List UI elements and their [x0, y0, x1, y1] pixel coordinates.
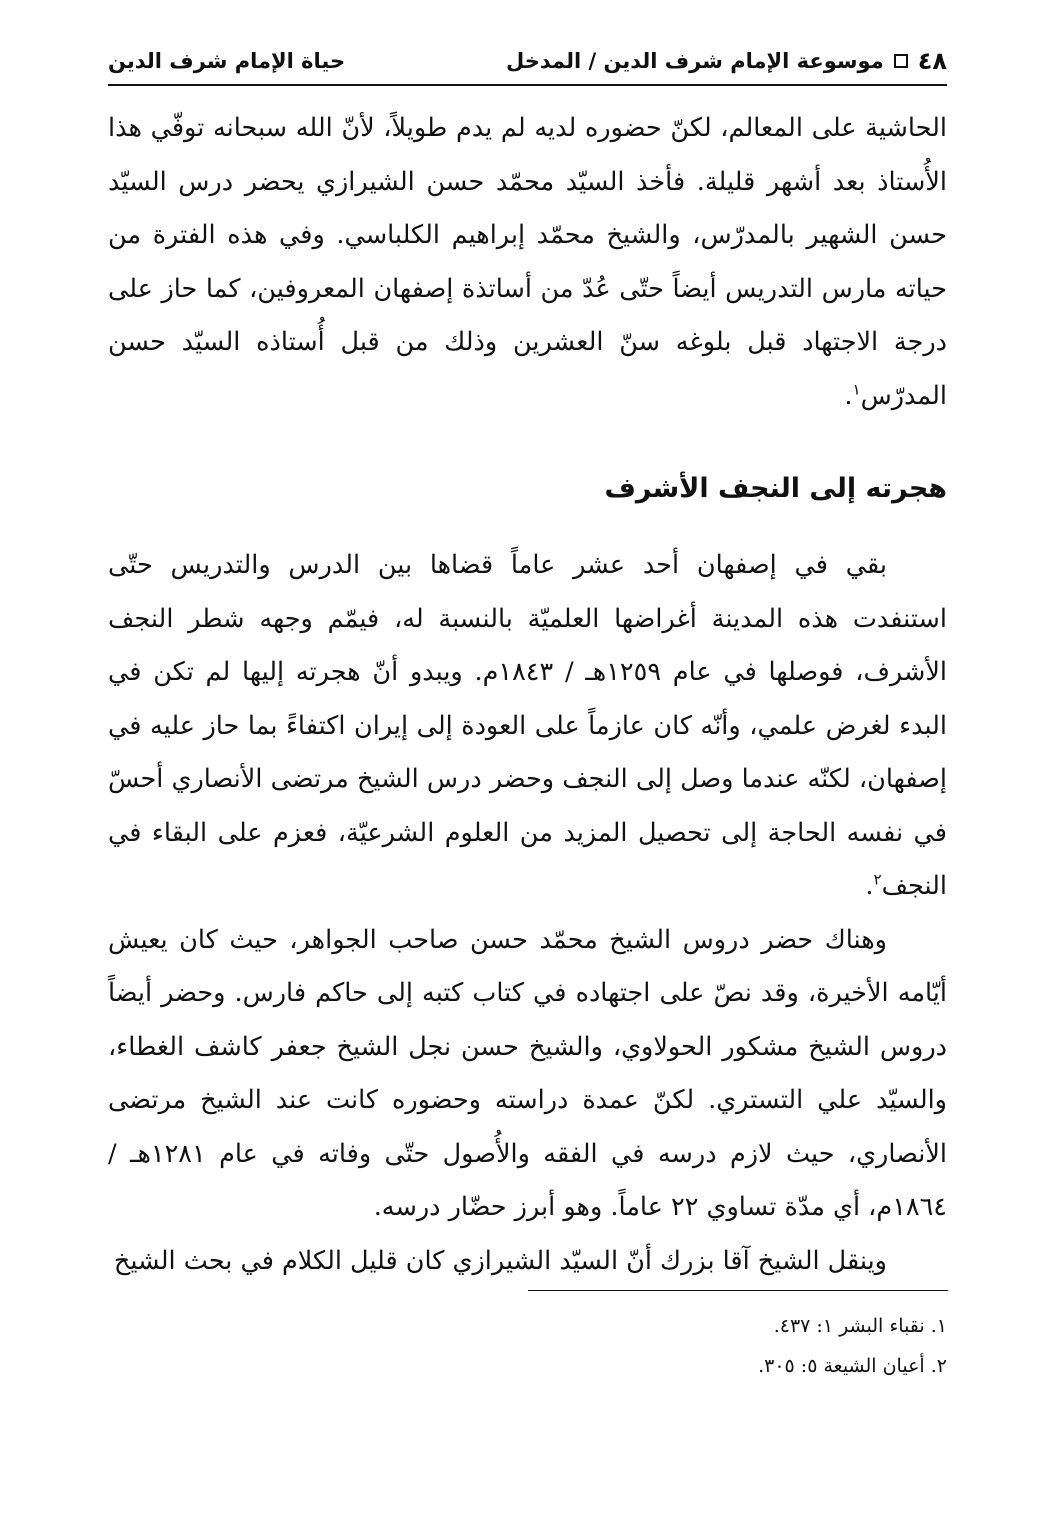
square-separator-icon [894, 54, 908, 68]
book-section-title: موسوعة الإمام شرف الدين / المدخل [506, 49, 884, 73]
paragraph-1-text: الحاشية على المعالم، لكنّ حضوره لديه لم يدم طويلاً، لأنّ الله سبحانه توفّي هذا الأُستاذ بعد أشهر قليلة. فأخذ السيّد محمّد حسن الشيرازي يحضر درس السيّد حسن الشهير بالمدرّس، والشيخ محمّد إبراهيم الكلباسي. وفي هذه الفترة من حياته مارس التدريس أيضاً حتّى عُدّ من أساتذة إصفهان المعروفين، كما حاز على درجة الاجتهاد قبل بلوغه سنّ العشرين وذلك من قبل أُستاذه السيّد حسن المدرّس [108, 113, 947, 411]
running-title: حياة الإمام شرف الدين [108, 49, 346, 73]
paragraph-3: وهناك حضر دروس الشيخ محمّد حسن صاحب الجواهر، حيث كان يعيش أيّامه الأخيرة، وقد نصّ على اجتهاده في كتاب كتبه إلى حاكم فارس. وحضر أيضاً دروس الشيخ مشكور الحولاوي، والشيخ حسن نجل الشيخ جعفر كاشف الغطاء، والسيّد علي التستري. لكنّ عمدة دراسته وحضوره كانت عند الشيخ مرتضى الأنصاري، حيث لازم درسه في الفقه والأُصول حتّى وفاته في عام ١٢٨١هـ / ١٨٦٤م، أي مدّة تساوي ٢٢ عاماً. وهو أبرز حضّار درسه. [108, 924, 947, 1222]
paragraph-2: بقي في إصفهان أحد عشر عاماً قضاها بين الدرس والتدريس حتّى استنفدت هذه المدينة أغراضها العلميّة بالنسبة له، فيمّم وجهه شطر النجف الأشرف، فوصلها في عام ١٢٥٩هـ / ١٨٤٣م. ويبدو أنّ هجرته إليها لم تكن في البدء لغرض علمي، وأنّه كان عازماً على العودة إلى إيران اكتفاءً بما حاز عليه في إصفهان، لكنّه عندما وصل إلى النجف وحضر درس الشيخ مرتضى الأنصاري أحسّ في نفسه الحاجة إلى تحصيل المزيد من العلوم الشرعيّة، فعزم على البقاء في النجف$^٢$. [108, 550, 947, 901]
footnotes [527, 1306, 947, 1386]
footnote-rule [528, 1290, 948, 1291]
header-rule [108, 84, 947, 86]
page-header [108, 42, 947, 80]
page-number: ٤٨ [917, 47, 947, 75]
paragraph-4: وينقل الشيخ آقا بزرك أنّ السيّد الشيرازي كان قليل الكلام في بحث الشيخ [113, 1245, 887, 1276]
body-text [108, 102, 947, 1288]
footnote-ref-2: ٢ [873, 870, 882, 889]
paragraph-2-text: بقي في إصفهان أحد عشر عاماً قضاها بين الدرس والتدريس حتّى استنفدت هذه المدينة أغراضها العلميّة بالنسبة له، فيمّم وجهه شطر النجف الأشرف، فوصلها في عام ١٢٥٩هـ / ١٨٤٣م. ويبدو أنّ هجرته إليها لم تكن في البدء لغرض علمي، وأنّه كان عازماً على العودة إلى إيران اكتفاءً بما حاز عليه في إصفهان، لكنّه عندما وصل إلى النجف وحضر درس الشيخ مرتضى الأنصاري أحسّ في نفسه الحاجة إلى تحصيل المزيد من العلوم الشرعيّة، فعزم على البقاء في النجف [108, 550, 947, 901]
paragraph-1: الحاشية على المعالم، لكنّ حضوره لديه لم يدم طويلاً، لأنّ الله سبحانه توفّي هذا الأُستاذ بعد أشهر قليلة. فأخذ السيّد محمّد حسن الشيرازي يحضر درس السيّد حسن الشهير بالمدرّس، والشيخ محمّد إبراهيم الكلباسي. وفي هذه الفترة من حياته مارس التدريس أيضاً حتّى عُدّ من أساتذة إصفهان المعروفين، كما حاز على درجة الاجتهاد قبل بلوغه سنّ العشرين وذلك من قبل أُستاذه السيّد حسن المدرّس$^١$. [108, 113, 947, 411]
section-heading: هجرته إلى النجف الأشرف [604, 473, 947, 504]
header-right [506, 47, 947, 75]
footnote-ref-1: ١ [852, 380, 861, 398]
footnote-1: ١. نقباء البشر ١: ٤٣٧. [773, 1315, 947, 1337]
footnote-2: ٢. أعيان الشيعة ٥: ٣٠٥. [758, 1355, 947, 1377]
